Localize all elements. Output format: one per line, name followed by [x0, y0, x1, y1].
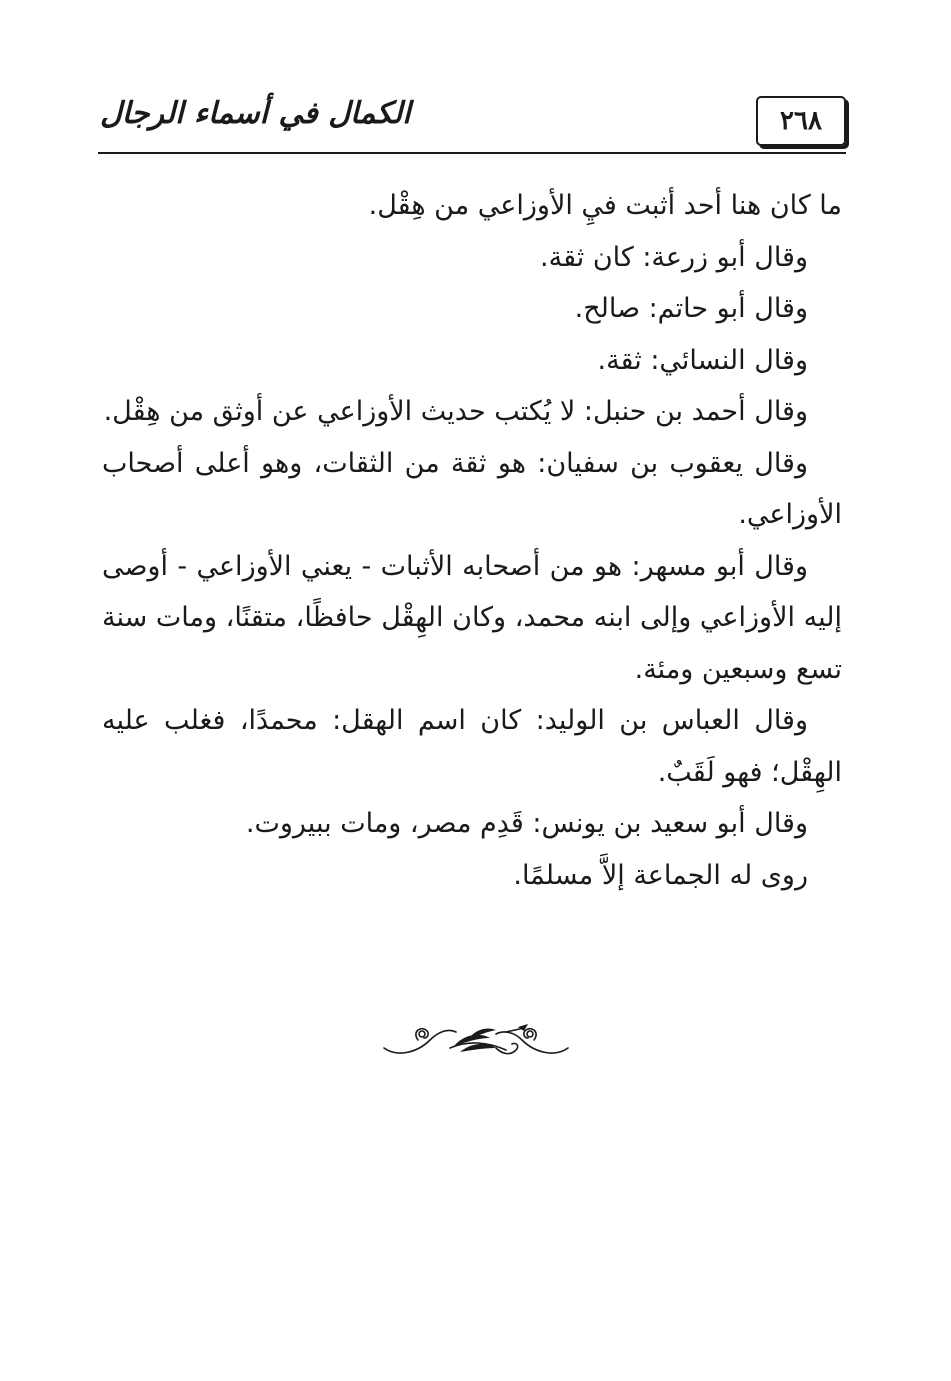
paragraph: روى له الجماعة إلاَّ مسلمًا. [513, 859, 808, 891]
floral-divider-icon [378, 1018, 574, 1062]
page-number: ٢٦٨ [756, 96, 846, 146]
paragraph: وقال أبو حاتم: صالح. [574, 293, 808, 324]
paragraph: وقال النسائي: ثقة. [597, 344, 808, 376]
paragraph: وقال أبو مسهر: هو من أصحابه الأثبات - يعني الأوزاعي - أوصى إليه الأوزاعي وإلى ابنه محمد، وكان الهِقْل حافظًا، متقنًا، ومات سنة تسع وسبعين ومئة. [102, 550, 842, 685]
paragraph: وقال أبو زرعة: كان ثقة. [540, 241, 808, 273]
paragraph: وقال العباس بن الوليد: كان اسم الهقل: محمدًا، فغلب عليه الهِقْل؛ فهو لَقَبٌ. [102, 705, 842, 788]
main-text [102, 180, 842, 901]
paragraph: ما كان هنا أحد أثبت فيِ الأوزاعي من هِقْل. [368, 190, 842, 221]
page-header [98, 92, 846, 154]
paragraph: وقال أحمد بن حنبل: لا يُكتب حديث الأوزاعي عن أوثق من هِقْل. [103, 396, 808, 427]
header-divider [98, 152, 846, 154]
paragraph: وقال أبو سعيد بن يونس: قَدِم مصر، ومات ببيروت. [245, 808, 808, 839]
book-title: الكمال في أسماء الرجال [100, 96, 411, 131]
paragraph: وقال يعقوب بن سفيان: هو ثقة من الثقات، وهو أعلى أصحاب الأوزاعي. [102, 447, 842, 530]
